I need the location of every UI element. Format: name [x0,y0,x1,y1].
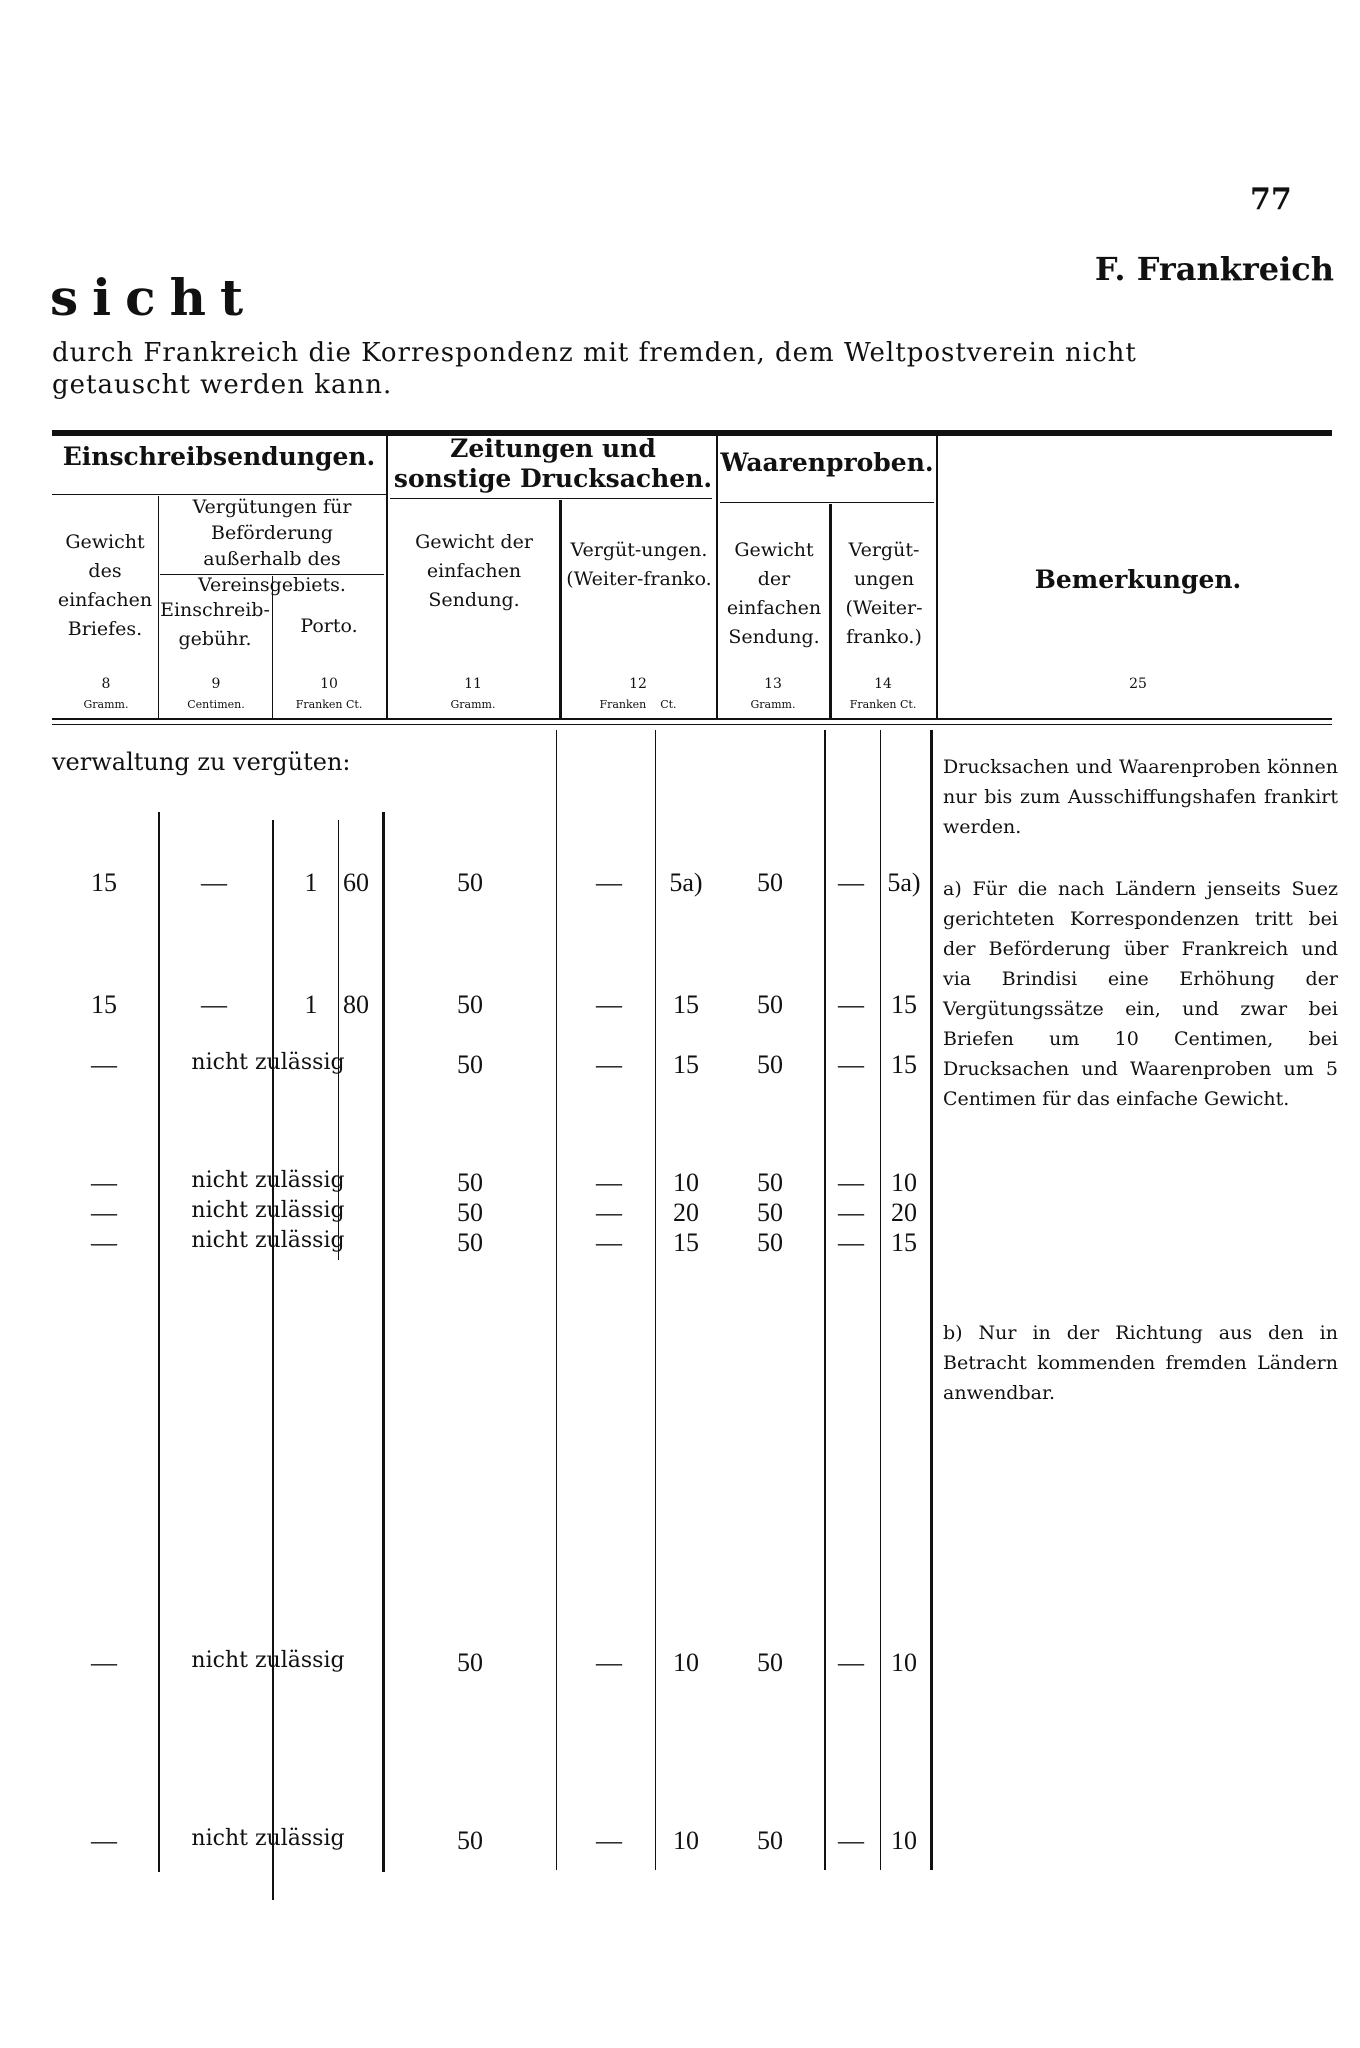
table-cell-c12f: — [596,868,622,897]
col-number: 9 [211,676,221,692]
group-waaren: Waarenproben. [720,448,934,477]
col-unit: Franken Ct. [295,698,363,711]
group-underline-waaren [720,502,934,503]
table-cell-c12f: — [596,1198,622,1227]
table-cell-c12c: 10 [673,1826,699,1855]
table-cell-c9: nicht zulässig [191,1168,345,1193]
table-cell-c8: — [91,1198,117,1227]
col-11-label: Gewicht der einfachen Sendung. [415,531,533,611]
table-cell-c10c: 80 [343,990,369,1019]
table-cell-c14c: 5a) [887,868,921,897]
table-cell-c12f: — [596,1168,622,1197]
table-cell-c11: 50 [457,1198,483,1227]
col-unit: Franken Ct. [849,698,917,711]
table-cell-c10c: 60 [343,868,369,897]
body-divider [272,820,274,1900]
table-cell-c14f: — [838,1050,864,1079]
table-cell-c12c: 15 [673,1228,699,1257]
title-fragment: sicht [50,268,258,327]
group-einschreib: Einschreibsendungen. [62,442,376,471]
remark-a: a) Für die nach Ländern jenseits Suez gerichteten Korrespondenzen tritt bei der Beförderung über Frankreich und via Brindisi eine Erhöhung der Vergütungssätze ein, und zwar bei Briefen um 10 Centimen, bei Drucksachen und Waarenproben um 5 Centimen für das einfache Gewicht. [943,878,1338,1110]
table-cell-c13: 50 [757,1050,783,1079]
body-divider [930,730,933,1870]
table-cell-c14f: — [838,868,864,897]
table-cell-c12c: 15 [673,990,699,1019]
table-cell-c14c: 10 [891,1826,917,1855]
table-cell-c12c: 20 [673,1198,699,1227]
table-cell-c11: 50 [457,1228,483,1257]
col-12-label: Vergüt-ungen. (Weiter-franko. [566,539,712,590]
table-cell-c14f: — [838,1826,864,1855]
header-rule-1 [52,718,1332,720]
table-cell-c12f: — [596,1648,622,1677]
table-cell-c12c: 10 [673,1648,699,1677]
table-cell-c14c: 20 [891,1198,917,1227]
table-cell-c14f: — [838,990,864,1019]
intro-line-1: durch Frankreich die Korrespondenz mit fremden, dem Weltpostverein nicht [52,338,1137,368]
body-divider [880,730,881,1870]
table-cell-c13: 50 [757,1168,783,1197]
col-number: 8 [101,676,111,692]
col-divider [158,496,159,718]
col-unit: Gramm. [83,698,129,711]
table-cell-c14c: 15 [891,1228,917,1257]
table-cell-c12c: 10 [673,1168,699,1197]
col-unit: Gramm. [750,698,796,711]
group-bemerkungen: Bemerkungen. [1034,565,1242,594]
table-cell-c14f: — [838,1198,864,1227]
page-number: 77 [1250,182,1292,217]
col-9-label: Einschreib-gebühr. [160,599,270,650]
table-cell-c13: 50 [757,1648,783,1677]
table-cell-c11: 50 [457,1648,483,1677]
body-divider [824,730,826,1870]
subgroup-verguetungen: Vergütungen für Beförderung außerhalb des Vereinsgebiets. [192,496,352,596]
table-cell-c9: nicht zulässig [191,1826,345,1851]
group-zeitungen: Zeitungen und sonstige Drucksachen. [393,434,713,493]
table-cell-c12f: — [596,1050,622,1079]
body-divider [158,812,160,1872]
table-cell-c13: 50 [757,868,783,897]
table-cell-c14c: 10 [891,1168,917,1197]
col-10-label: Porto. [300,615,358,637]
table-cell-c8: — [91,1228,117,1257]
table-cell-c14c: 15 [891,1050,917,1079]
table-cell-c12f: — [596,990,622,1019]
table-cell-c9: nicht zulässig [191,1198,345,1223]
table-cell-c14f: — [838,1648,864,1677]
col-unit: Franken Ct. [599,698,677,711]
section-line: verwaltung zu vergüten: [52,748,351,776]
table-cell-c8: — [91,1168,117,1197]
table-cell-c9: nicht zulässig [191,1228,345,1253]
col-14-label: Vergüt-ungen (Weiter-franko.) [845,539,923,648]
table-cell-c9: — [201,990,227,1019]
body-divider [382,812,385,1872]
table-cell-c14c: 10 [891,1648,917,1677]
table-cell-c11: 50 [457,1168,483,1197]
col-number: 10 [320,676,338,692]
table-cell-c9: nicht zulässig [191,1648,345,1673]
table-cell-c11: 50 [457,868,483,897]
col-number: 11 [464,676,482,692]
table-cell-c13: 50 [757,990,783,1019]
table-cell-c13: 50 [757,1228,783,1257]
table-cell-c14f: — [838,1228,864,1257]
table-cell-c13: 50 [757,1198,783,1227]
body-divider [655,730,656,1870]
table-cell-c11: 50 [457,1826,483,1855]
table-cell-c8: — [91,1826,117,1855]
remark-b: b) Nur in der Richtung aus den in Betracht kommenden fremden Ländern anwendbar. [943,1322,1338,1404]
table-cell-c14c: 15 [891,990,917,1019]
table-cell-c9: nicht zulässig [191,1050,345,1075]
intro-line-2: getauscht werden kann. [52,370,393,400]
table-cell-c11: 50 [457,1050,483,1079]
col-13-label: Gewicht der einfachen Sendung. [726,539,822,648]
col-number: 25 [1129,676,1147,692]
table-cell-c12f: — [596,1826,622,1855]
table-cell-c10f: 1 [304,990,318,1019]
group-underline-zeitungen [390,498,712,499]
table-cell-c13: 50 [757,1826,783,1855]
body-divider [556,730,557,1870]
col-number: 14 [874,676,892,692]
col-8-label: Gewicht des einfachen Briefes. [57,531,153,640]
table-cell-c12f: — [596,1228,622,1257]
remark-general: Drucksachen und Waarenproben können nur bis zum Ausschiffungshafen frankirt werden. [943,756,1338,838]
table-cell-c11: 50 [457,990,483,1019]
table-cell-c8: — [91,1648,117,1677]
table-cell-c12c: 5a) [669,868,703,897]
header-rule-2 [52,724,1332,725]
table-cell-c8: 15 [91,990,117,1019]
table-cell-c14f: — [838,1168,864,1197]
col-unit: Centimen. [187,698,245,711]
col-number: 13 [764,676,782,692]
col-divider [386,436,388,718]
table-cell-c9: — [201,868,227,897]
table-cell-c10f: 1 [304,868,318,897]
table-cell-c8: 15 [91,868,117,897]
table-cell-c8: — [91,1050,117,1079]
col-number: 12 [629,676,647,692]
section-heading: F. Frankreich [1094,250,1334,288]
table-cell-c12c: 15 [673,1050,699,1079]
col-unit: Gramm. [450,698,496,711]
